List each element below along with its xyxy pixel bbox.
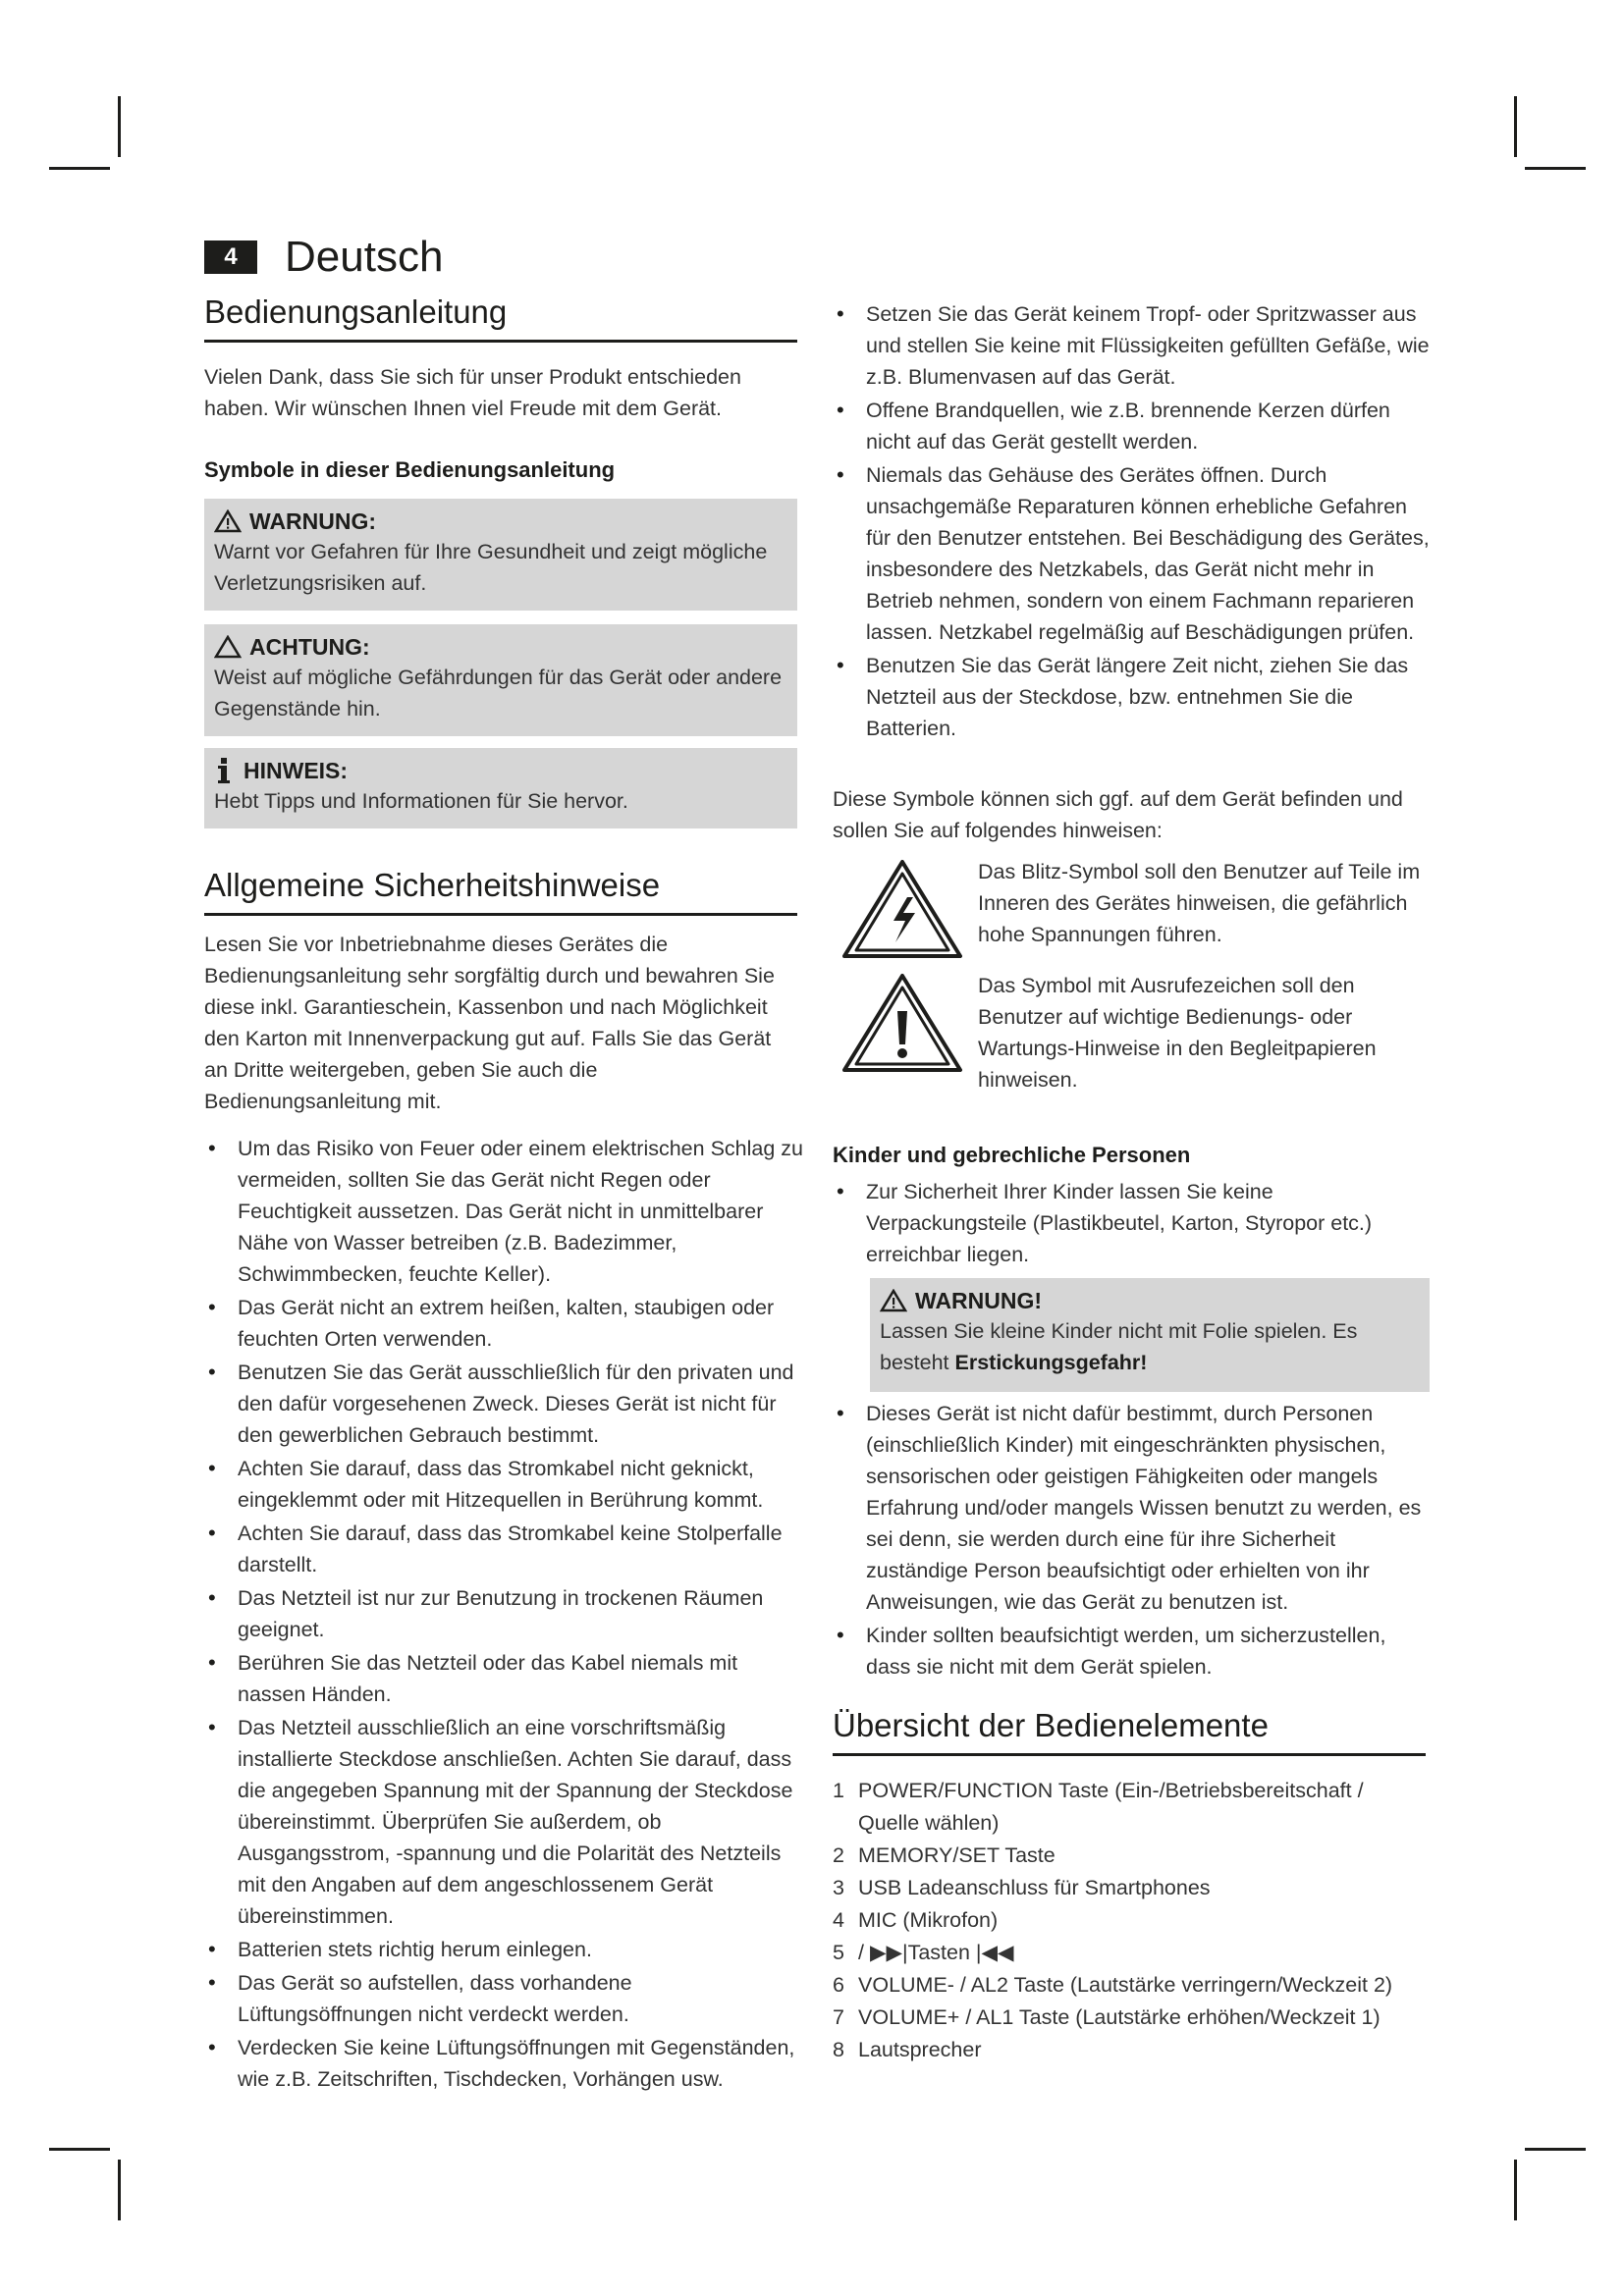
page-header — [204, 234, 443, 281]
caution-text: Weist auf mögliche Gefährdungen für das Gerät oder andere Gegenstände hin. — [214, 666, 783, 721]
warning-box-children — [870, 1278, 1430, 1392]
list-item: • Um das Risiko von Feuer oder einem elektrischen Schlag zu vermeiden, sollten Sie das Gerät nicht Regen oder Feuchtigkeit aussetzen. Das Gerät nicht in unmittelbarer Nähe von Wasser betreiben (z.B. Badezimmer, Schwimmbecken, feuchte Keller). — [204, 1133, 805, 1290]
list-item: • Benutzen Sie das Gerät längere Zeit nicht, ziehen Sie das Netzteil aus der Steckdose, bzw. entnehmen Sie die Batterien. — [833, 650, 1432, 744]
crop-mark — [1514, 96, 1517, 157]
heading-sicherheitshinweise: Allgemeine Sicherheitshinweise — [204, 866, 797, 916]
list-item: • Dieses Gerät ist nicht dafür bestimmt, durch Personen (einschließlich Kinder) mit eingeschränkten physischen, sensorischen oder geistigen Fähigkeiten oder mangels Erfahrung und/oder mangels Wissen benutzt zu werden, es sei denn, sie werden durch eine für ihre Sicherheit zuständige Person beaufsichtigt oder erhielten von ihr Anweisungen, wie das Gerät zu benutzen ist. — [833, 1398, 1432, 1618]
symbols-intro: Diese Symbole können sich ggf. auf dem Gerät befinden und sollen Sie auf folgendes hinweisen: — [833, 787, 1403, 842]
children-list — [833, 1176, 1432, 1272]
lightning-symbol-text: Das Blitz-Symbol soll den Benutzer auf Teile im Inneren des Gerätes hinweisen, die gefährlich hohe Spannungen führen. — [978, 860, 1421, 946]
safety-intro: Lesen Sie vor Inbetriebnahme dieses Gerätes die Bedienungsanleitung sehr sorgfältig durch und bewahren Sie diese inkl. Garantieschein, Kassenbon und nach Möglichkeit den Karton mit Innenverpackung gut auf. Falls Sie das Gerät an Dritte weitergeben, geben Sie auch die Bedienungsanleitung mit. — [204, 933, 775, 1113]
children-heading: Kinder und gebrechliche Personen — [833, 1143, 1191, 1167]
crop-mark — [118, 2160, 121, 2220]
list-item: 5 / ▶▶|Tasten |◀◀ — [833, 1941, 1014, 1964]
list-item: 8 Lautsprecher — [833, 2038, 982, 2061]
list-item: • Niemals das Gehäuse des Gerätes öffnen. Durch unsachgemäße Reparaturen können erhebliche Gefahren für den Benutzer entstehen. Bei Beschädigung des Gerätes, insbesondere des Netzkabels, das Gerät nicht mehr in Betrieb nehmen, sondern von einem Fachmann reparieren lassen. Netzkabel regelmäßig auf Beschädigungen prüfen. — [833, 459, 1432, 648]
list-item: 3 USB Ladeanschluss für Smartphones — [833, 1876, 1211, 1899]
symbols-heading: Symbole in dieser Bedienungsanleitung — [204, 457, 616, 482]
heading-bedienelemente: Übersicht der Bedienelemente — [833, 1706, 1426, 1756]
note-box — [204, 748, 797, 828]
warning-title: WARNUNG! — [915, 1288, 1043, 1313]
list-item: • Achten Sie darauf, dass das Stromkabel keine Stolperfalle darstellt. — [204, 1518, 805, 1580]
list-item: 6 VOLUME- / AL2 Taste (Lautstärke verringern/Weckzeit 2) — [833, 1973, 1393, 1997]
note-text: Hebt Tipps und Informationen für Sie hervor. — [214, 789, 628, 813]
list-item: • Das Gerät so aufstellen, dass vorhandene Lüftungsöffnungen nicht verdeckt werden. — [204, 1967, 805, 2030]
list-item: • Zur Sicherheit Ihrer Kinder lassen Sie keine Verpackungsteile (Plastikbeutel, Karton, Styropor etc.) erreichbar liegen. — [833, 1176, 1432, 1270]
list-item: • Achten Sie darauf, dass das Stromkabel nicht geknickt, eingeklemmt oder mit Hitzequellen in Berührung kommt. — [204, 1453, 805, 1516]
warning-triangle-icon — [880, 1289, 907, 1312]
crop-mark — [1525, 167, 1586, 170]
crop-mark — [49, 167, 110, 170]
controls-list — [833, 1775, 1426, 2066]
list-item: • Verdecken Sie keine Lüftungsöffnungen mit Gegenständen, wie z.B. Zeitschriften, Tischdecken, Vorhängen usw. — [204, 2032, 805, 2095]
caution-triangle-icon — [214, 635, 242, 659]
children-list-continued — [833, 1398, 1432, 1684]
list-item: • Das Gerät nicht an extrem heißen, kalten, staubigen oder feuchten Orten verwenden. — [204, 1292, 805, 1355]
crop-mark — [1514, 2160, 1517, 2220]
warning-title: WARNUNG: — [249, 508, 377, 534]
list-item: • Offene Brandquellen, wie z.B. brennende Kerzen dürfen nicht auf das Gerät gestellt werden. — [833, 395, 1432, 457]
page-number: 4 — [204, 240, 257, 274]
heading-bedienungsanleitung: Bedienungsanleitung — [204, 293, 797, 343]
list-item: • Das Netzteil ist nur zur Benutzung in trockenen Räumen geeignet. — [204, 1582, 805, 1645]
exclamation-symbol-text: Das Symbol mit Ausrufezeichen soll den Benutzer auf wichtige Bedienungs- oder Wartungs-Hinweise in den Begleitpapieren hinweisen. — [978, 974, 1377, 1092]
lightning-warning-icon — [839, 856, 966, 964]
language-title: Deutsch — [285, 233, 444, 281]
caution-box — [204, 624, 797, 736]
list-item: • Berühren Sie das Netzteil oder das Kabel niemals mit nassen Händen. — [204, 1647, 805, 1710]
exclamation-warning-icon — [839, 970, 966, 1078]
warning-emphasis: Erstickungsgefahr! — [954, 1351, 1148, 1374]
crop-mark — [1525, 2148, 1586, 2151]
list-item: • Batterien stets richtig herum einlegen. — [204, 1934, 805, 1965]
list-item: • Benutzen Sie das Gerät ausschließlich für den privaten und den dafür vorgesehenen Zweck. Dieses Gerät ist nicht für den gewerblichen Gebrauch bestimmt. — [204, 1357, 805, 1451]
note-title: HINWEIS: — [244, 758, 349, 783]
warning-text: Warnt vor Gefahren für Ihre Gesundheit und zeigt mögliche Verletzungsrisiken auf. — [214, 540, 768, 595]
crop-mark — [49, 2148, 110, 2151]
lightning-symbol-row — [839, 856, 1428, 964]
info-icon — [214, 756, 234, 785]
list-item: 4 MIC (Mikrofon) — [833, 1908, 999, 1932]
warning-triangle-icon — [214, 509, 242, 533]
list-item: • Das Netzteil ausschließlich an eine vorschriftsmäßig installierte Steckdose anschließen. Achten Sie darauf, dass die angegeben Spannung mit der Spannung der Steckdose übereinstimmt. Überprüfen Sie außerdem, ob Ausgangsstrom, -spannung und die Polarität des Netzteils mit den Angaben auf dem angeschlossenem Gerät übereinstimmen. — [204, 1712, 805, 1932]
exclamation-symbol-row — [839, 970, 1428, 1095]
safety-list-continued — [833, 298, 1432, 746]
list-item: 1 POWER/FUNCTION Taste (Ein-/Betriebsbereitschaft / Quelle wählen) — [833, 1779, 1364, 1835]
warning-text: Lassen Sie kleine Kinder nicht mit Folie spielen. Es besteht Erstickungsgefahr! — [880, 1319, 1358, 1374]
warning-box — [204, 499, 797, 611]
safety-list — [204, 1133, 805, 2097]
list-item: 2 MEMORY/SET Taste — [833, 1843, 1056, 1867]
list-item: 7 VOLUME+ / AL1 Taste (Lautstärke erhöhen/Weckzeit 1) — [833, 2005, 1380, 2029]
intro-text: Vielen Dank, dass Sie sich für unser Produkt entschieden haben. Wir wünschen Ihnen viel Freude mit dem Gerät. — [204, 365, 741, 420]
list-item: • Setzen Sie das Gerät keinem Tropf- oder Spritzwasser aus und stellen Sie keine mit Flüssigkeiten gefüllten Gefäße, wie z.B. Blumenvasen auf das Gerät. — [833, 298, 1432, 393]
list-item: • Kinder sollten beaufsichtigt werden, um sicherzustellen, dass sie nicht mit dem Gerät spielen. — [833, 1620, 1432, 1682]
caution-title: ACHTUNG: — [249, 634, 370, 660]
crop-mark — [118, 96, 121, 157]
